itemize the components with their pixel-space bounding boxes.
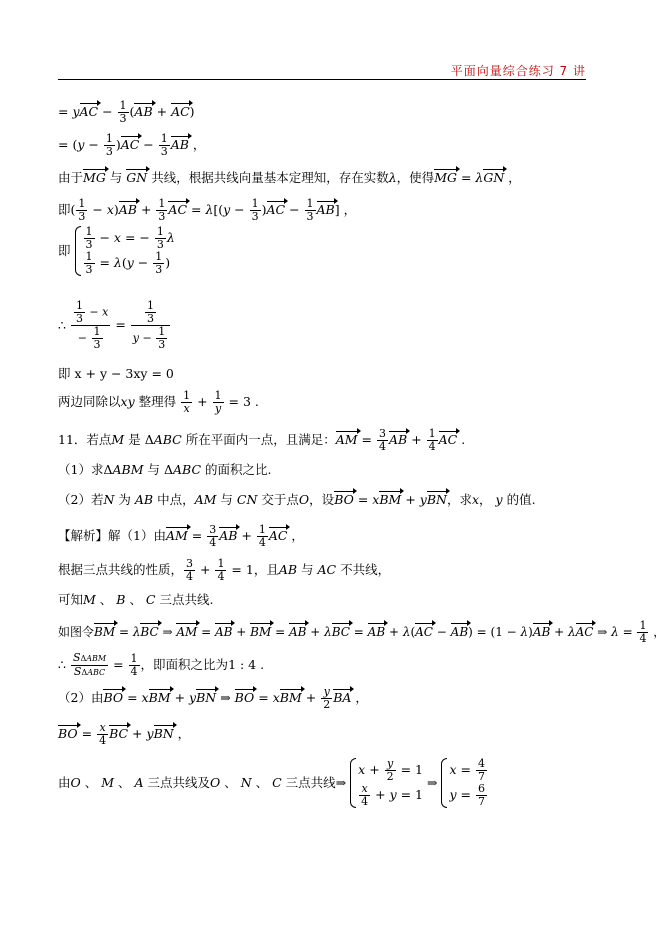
- question-11-part-1: （1）求ΔABM 与 ΔABC 的面积之比.: [58, 462, 272, 477]
- solution-start: 【解析】解（1）由AM = $\frac{3}{4}$ AB + $\frac{1}{4}$ AC ，: [58, 523, 304, 549]
- text-divide: 两边同除以xy 整理得 $\frac{1}{x}$ + $\frac{1}{y}$ = 3 .: [58, 389, 259, 415]
- page-header-title: 平面向量综合练习 7 讲: [450, 64, 586, 78]
- question-11-part-2: （2）若N 为 AB 中点，AM 与 CN 交于点O，设BO = xBM + yBN，求x， y 的值.: [58, 492, 536, 507]
- solution-part-2: （2）由BO = xBM + yBN ⇒ BO = xBM + $\frac{y}{2}$ BA ，: [58, 685, 368, 711]
- eq-therefore: ∴ $\frac{1}{3}$ − x − $\frac{1}{3}$ = $\frac{1}{3}$ y − $\frac{1}{3}$: [58, 300, 171, 351]
- solution-final-system: 由O 、 M 、 A 三点共线及O 、 N 、 C 三点共线⇒ x + $\frac{y}{2}$ = 1 $\frac{x}{4}$ + y = 1 ⇒ x = $\frac{4}{7}$ y = $\frac{6}{7}$: [58, 757, 485, 808]
- solution-know: 可知M 、 B 、 C 三点共线.: [58, 592, 214, 607]
- solution-bo: BO = $\frac{x}{4}$ BC + yBN ，: [58, 721, 191, 747]
- eq-line-1: = yAC − $\frac{1}{3}$ (AB + AC): [58, 99, 195, 125]
- eq-system-1: 即 $\frac{1}{3}$ − x = − $\frac{1}{3}$ λ $\frac{1}{3}$ = λ(y − $\frac{1}{3}$ ): [58, 225, 175, 276]
- text-line-mg-gn: 由于MG 与 GN 共线，根据共线向量基本定理知，存在实数λ，使得MG = λGN ，: [58, 170, 521, 185]
- eq-line-4: 即( $\frac{1}{3}$ − x)AB + $\frac{1}{3}$ AC = λ[(y − $\frac{1}{3}$ )AC − $\frac{1}{3}$ AB] ，: [58, 197, 357, 223]
- header-rule: [58, 79, 586, 80]
- eq-result: 即 x + y − 3xy = 0: [58, 366, 174, 381]
- solution-collinear: 根据三点共线的性质， $\frac{3}{4}$ + $\frac{1}{4}$ = 1，且AB 与 AC 不共线，: [58, 557, 391, 583]
- question-11: 11．若点M 是 ΔABC 所在平面内一点，且满足：AM = $\frac{3}{4}$ AB + $\frac{1}{4}$ AC .: [58, 427, 466, 453]
- eq-line-2: = (y − $\frac{1}{3}$ )AC − $\frac{1}{3}$ AB ，: [58, 132, 206, 158]
- solution-figure-eq: 如图令BM = λBC ⇒ AM = AB + BM = AB + λBC = AB + λ(AC − AB) = (1 − λ)AB + λAC ⇒ λ = $\frac{1}{4}$ ，: [58, 619, 665, 645]
- solution-area-ratio: ∴ SΔABM SΔABC = $\frac{1}{4}$ ，即面积之比为1 : 4 .: [58, 651, 265, 678]
